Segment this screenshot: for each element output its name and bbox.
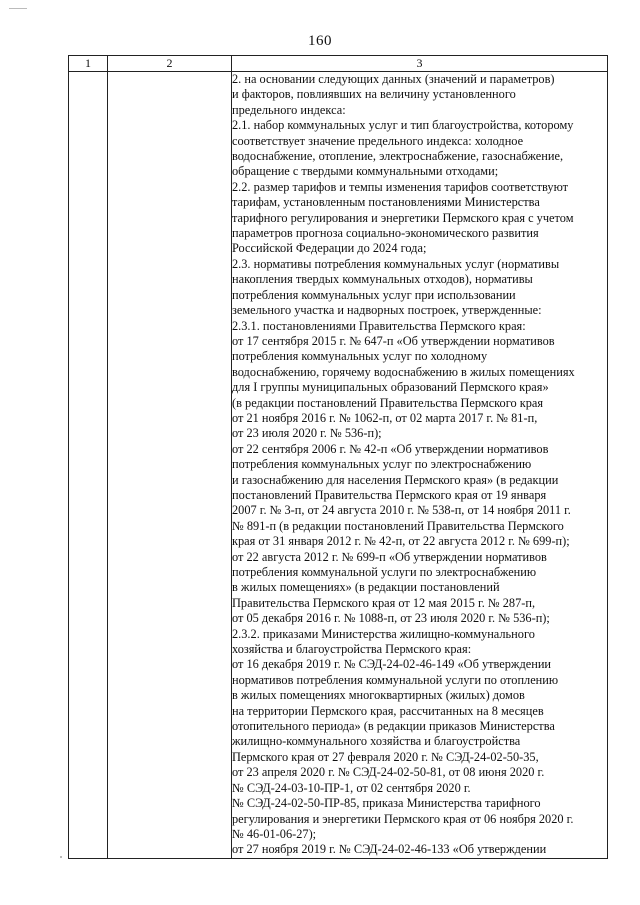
text-line: тарифам, установленным постановлениями Министерства <box>232 195 540 210</box>
scan-artifact-dot <box>60 856 62 858</box>
text-line: 2. на основании следующих данных (значений и параметров) <box>232 72 555 86</box>
scan-artifact-mark <box>9 8 27 9</box>
text-line: от 16 декабря 2019 г. № СЭД-24-02-46-149 «Об утверждении <box>232 657 552 672</box>
text-line: от 17 сентября 2015 г. № 647-п «Об утверждении нормативов <box>232 333 555 348</box>
document-table <box>68 55 608 859</box>
text-line: от 27 ноября 2019 г. № СЭД-24-02-46-133 «Об утверждении <box>232 842 547 857</box>
column-header-1: 1 <box>69 56 108 72</box>
text-line: регулирования и энергетики Пермского края от 06 ноября 2020 г. <box>232 811 574 826</box>
text-line: от 23 июля 2020 г. № 536-п); <box>232 426 382 441</box>
text-line: и факторов, повлиявших на величину установленного <box>232 87 516 102</box>
col3-text-block <box>232 72 607 858</box>
text-line: обращение с твердыми коммунальными отходами; <box>232 164 499 179</box>
text-line: (в редакции постановлений Правительства Пермского края <box>232 395 544 410</box>
text-line: водоснабжение, отопление, электроснабжение, газоснабжение, <box>232 149 564 164</box>
table-cell-col2 <box>108 72 232 859</box>
text-line: жилищно-коммунального хозяйства и благоустройства <box>232 734 521 749</box>
column-header-2: 2 <box>108 56 232 72</box>
text-line: на территории Пермского края, рассчитанных на 8 месяцев <box>232 703 544 718</box>
text-line: в жилых помещениях» (в редакции постановлений <box>232 580 500 595</box>
text-line: 2.3.2. приказами Министерства жилищно-коммунального <box>232 626 535 641</box>
text-line: Пермского края от 27 февраля 2020 г. № СЭД-24-02-50-35, <box>232 749 539 764</box>
text-line: потребления коммунальных услуг по электроснабжению <box>232 457 532 472</box>
text-line: параметров прогноза социально-экономического развития <box>232 226 539 241</box>
text-line: потребления коммунальной услуги по электроснабжению <box>232 565 537 579</box>
text-line: накопления твердых коммунальных отходов), нормативы <box>232 272 533 287</box>
text-line: края от 31 января 2012 г. № 42-п, от 22 августа 2012 г. № 699-п); <box>232 534 570 549</box>
text-line: нормативов потребления коммунальной услуги по отоплению <box>232 672 559 687</box>
text-line: предельного индекса: <box>232 102 346 117</box>
text-line: от 22 августа 2012 г. № 699-п «Об утверждении нормативов <box>232 549 547 564</box>
text-line: Российской Федерации до 2024 года; <box>232 241 427 256</box>
text-line: от 21 ноября 2016 г. № 1062-п, от 02 марта 2017 г. № 81-п, <box>232 410 538 425</box>
table-cell-col1 <box>69 72 108 859</box>
text-line: № 891-п (в редакции постановлений Правительства Пермского <box>232 518 564 533</box>
text-line: 2.1. набор коммунальных услуг и тип благоустройства, которому <box>232 118 574 133</box>
text-line: потребления коммунальных услуг по холодному <box>232 349 488 364</box>
text-line: Правительства Пермского края от 12 мая 2015 г. № 287-п, <box>232 595 536 610</box>
text-line: водоснабжению, горячему водоснабжению в жилых помещениях <box>232 364 575 379</box>
text-line: тарифного регулирования и энергетики Пермского края с учетом <box>232 210 574 225</box>
table-row <box>69 72 608 859</box>
page-number: 160 <box>308 33 332 49</box>
text-line: № СЭД-24-03-10-ПР-1, от 02 сентября 2020 г. <box>232 780 471 795</box>
text-line: для I группы муниципальных образований Пермского края» <box>232 380 549 395</box>
text-line: в жилых помещениях многоквартирных (жилых) домов <box>232 688 525 703</box>
column-header-3: 3 <box>232 56 608 72</box>
text-line: 2.3.1. постановлениями Правительства Пермского края: <box>232 318 526 333</box>
text-line: № 46-01-06-27); <box>232 826 317 841</box>
text-line: постановлений Правительства Пермского края от 19 января <box>232 487 547 502</box>
text-line: от 23 апреля 2020 г. № СЭД-24-02-50-81, от 08 июня 2020 г. <box>232 765 545 780</box>
text-line: от 05 декабря 2016 г. № 1088-п, от 23 июля 2020 г. № 536-п); <box>232 611 550 626</box>
text-line: отопительного периода» (в редакции приказов Министерства <box>232 719 555 734</box>
text-line: и газоснабжению для населения Пермского края» (в редакции <box>232 472 559 487</box>
table-cell-col3 <box>232 72 608 859</box>
text-line: от 22 сентября 2006 г. № 42-п «Об утверждении нормативов <box>232 441 549 456</box>
text-line: 2007 г. № 3-п, от 24 августа 2010 г. № 538-п, от 14 ноября 2011 г. <box>232 503 571 518</box>
text-line: № СЭД-24-02-50-ПР-85, приказа Министерства тарифного <box>232 796 541 811</box>
text-line: земельного участка и надворных построек, утвержденные: <box>232 303 542 318</box>
text-line: соответствует значение предельного индекса: холодное <box>232 133 524 148</box>
text-line: 2.2. размер тарифов и темпы изменения тарифов соответствуют <box>232 179 569 194</box>
text-line: потребления коммунальных услуг при использовании <box>232 287 516 302</box>
text-line: хозяйства и благоустройства Пермского края: <box>232 642 472 657</box>
text-line: 2.3. нормативы потребления коммунальных услуг (нормативы <box>232 256 560 271</box>
table-header-row <box>69 56 608 72</box>
